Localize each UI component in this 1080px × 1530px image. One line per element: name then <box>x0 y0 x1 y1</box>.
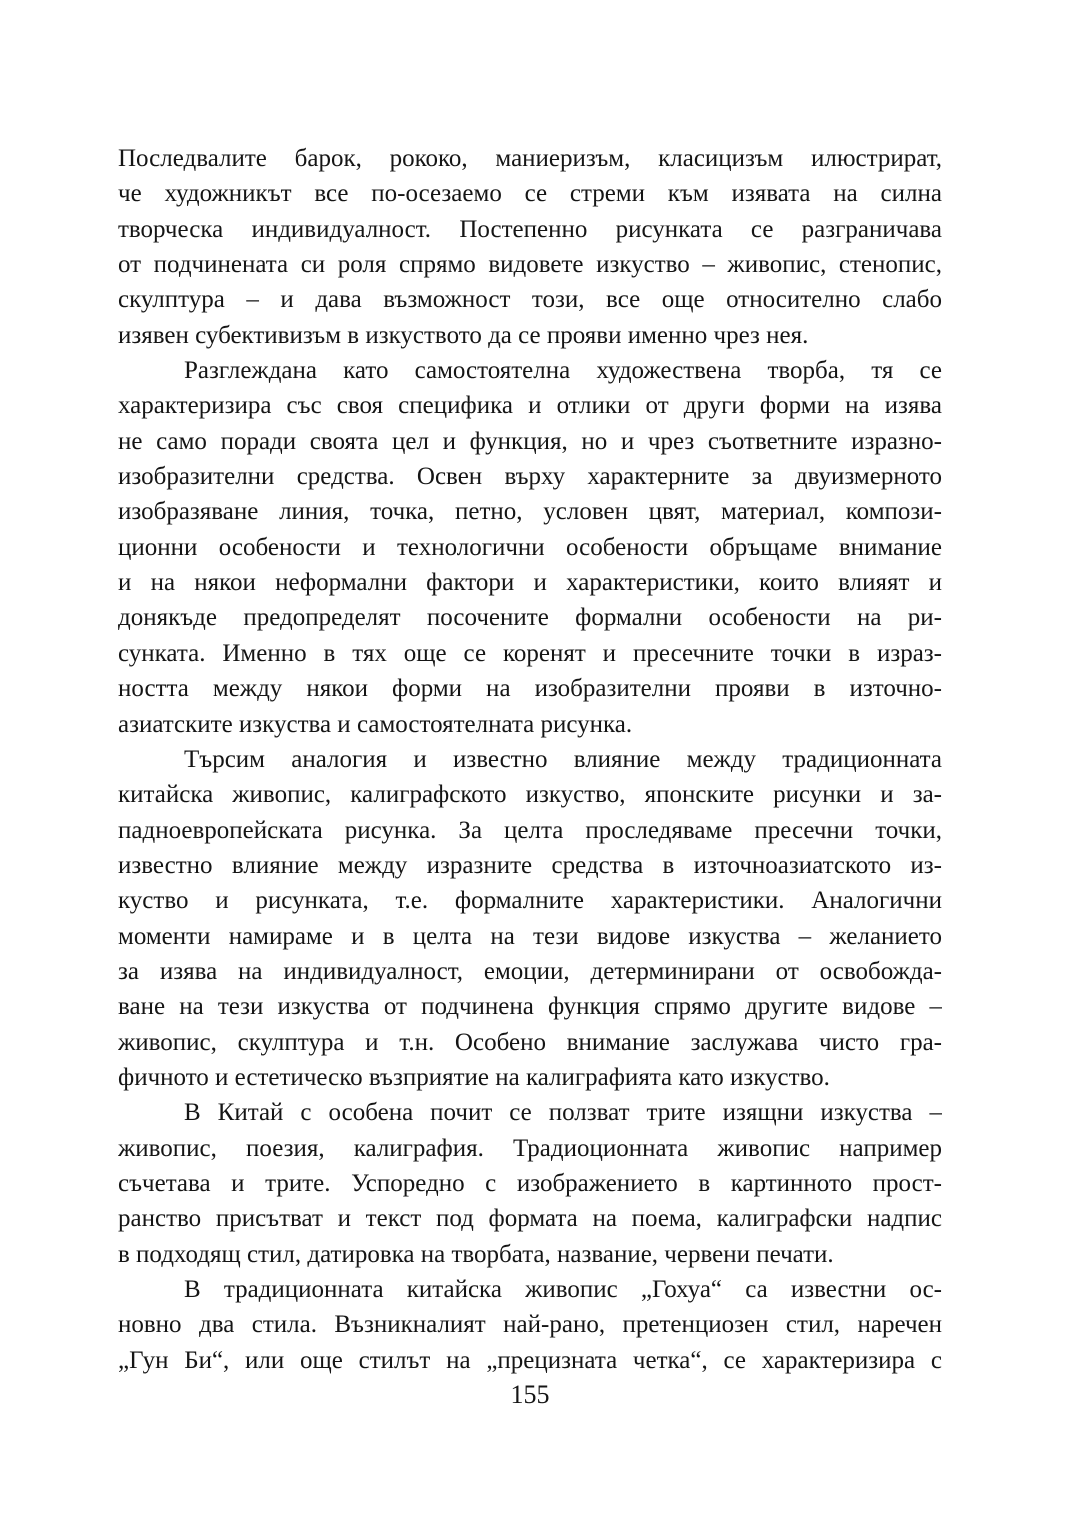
text-line: новно два стила. Възникналият най-рано, претенциозен стил, наречен <box>118 1311 942 1339</box>
paragraph <box>118 353 942 742</box>
text-line: В Китай с особена почит се ползват трите изящни изкуства – <box>184 1099 942 1127</box>
paragraph <box>118 1095 942 1272</box>
text-line: и на някои неформални фактори и характеристики, които влияят и <box>118 569 942 597</box>
text-line: от подчинената си роля спрямо видовете изкуство – живопис, стенопис, <box>118 251 942 279</box>
text-line: живопис, поезия, калиграфия. Традиоционната живопис например <box>118 1134 942 1162</box>
text-line: съчетава и трите. Успоредно с изображението в картинното прост- <box>118 1169 942 1197</box>
text-line: в подходящ стил, датировка на творбата, название, червени печати. <box>118 1240 834 1268</box>
text-line: ционни особености и технологични особености обръщаме внимание <box>118 533 942 561</box>
paragraph <box>118 742 942 1095</box>
text-line: ване на тези изкуства от подчинена функция спрямо другите видове – <box>118 993 942 1021</box>
text-line: живопис, скулптура и т.н. Особено внимание заслужава чисто гра- <box>118 1028 942 1056</box>
text-line: за изява на индивидуалност, емоции, детерминирани от освобожда- <box>118 957 942 985</box>
paragraph <box>118 1272 942 1378</box>
text-line: изявен субективизъм в изкуството да се прояви именно чрез нея. <box>118 321 809 349</box>
text-line: че художникът все по-осезаемо се стреми към изявата на силна <box>118 180 942 208</box>
paragraph <box>118 141 942 353</box>
text-line: сунката. Именно в тях още се коренят и пресечните точки в израз- <box>118 639 942 667</box>
text-line: моменти намираме и в целта на тези видове изкуства – желанието <box>118 922 942 950</box>
text-line: Търсим аналогия и известно влияние между традиционната <box>184 745 942 773</box>
text-line: фичното и естетическо възприятие на калиграфията като изкуство. <box>118 1063 830 1091</box>
text-line: ността между някои форми на изобразителни прояви в източно- <box>118 675 942 703</box>
text-line: известно влияние между изразните средства в източноазиатското из- <box>118 851 942 879</box>
text-line: скулптура – и дава възможност този, все още относително слабо <box>118 286 942 314</box>
text-line: Последвалите барок, рококо, маниеризъм, класицизъм илюстрират, <box>118 145 942 172</box>
text-line: В традиционната китайска живопис „Гохуа“ са известни ос- <box>184 1276 942 1303</box>
text-line: китайска живопис, калиграфското изкуство, японските рисунки и за- <box>118 781 942 809</box>
text-line: изобразяване линия, точка, петно, условен цвят, материал, компози- <box>118 498 942 526</box>
text-line: падноевропейската рисунка. За целта проследяваме пресечни точки, <box>118 816 942 844</box>
text-line: Разглеждана като самостоятелна художествена творба, тя се <box>184 357 942 385</box>
text-line: „Гун Би“, или още стилът на „прецизната четка“, се характеризира с <box>118 1346 942 1374</box>
page-text <box>118 141 942 1378</box>
page-number: 155 <box>510 1380 550 1409</box>
text-line: донякъде предопределят посочените формални особености на ри- <box>118 604 942 632</box>
text-line: не само поради своята цел и функция, но и чрез съответните изразно- <box>118 427 942 455</box>
text-line: изобразителни средства. Освен върху характерните за двуизмерното <box>118 463 942 491</box>
text-line: творческа индивидуалност. Постепенно рисунката се разграничава <box>118 215 942 243</box>
text-line: азиатските изкуства и самостоятелната рисунка. <box>118 710 633 738</box>
text-line: ранство присътват и текст под формата на поема, калиграфски надпис <box>118 1205 942 1233</box>
text-line: куство и рисунката, т.е. формалните характеристики. Аналогични <box>118 887 942 915</box>
text-line: характеризира със своя специфика и отлики от други форми на изява <box>118 392 942 420</box>
